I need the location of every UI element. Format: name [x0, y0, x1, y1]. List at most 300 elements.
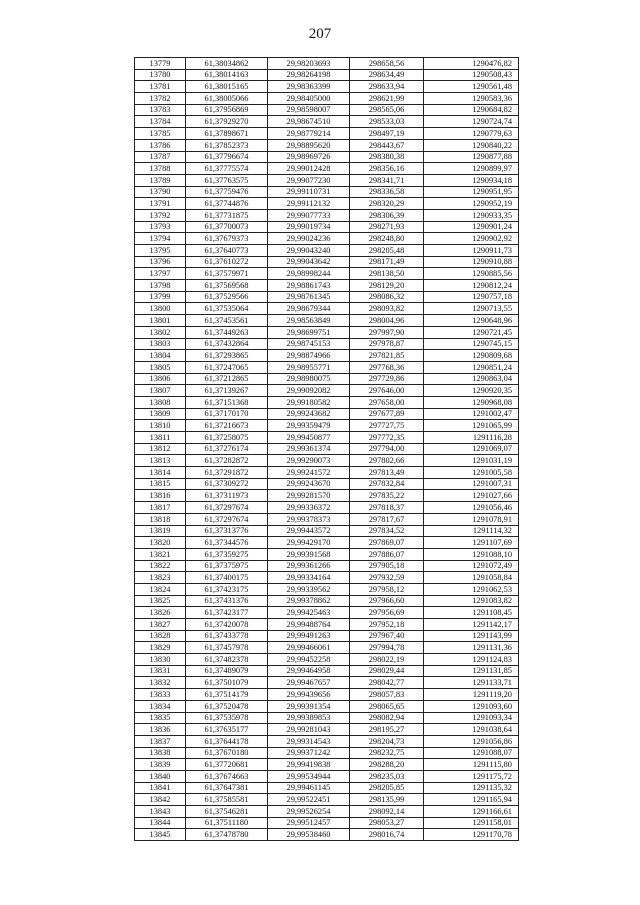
table-row — [135, 665, 519, 677]
table-row — [135, 69, 519, 81]
y-coordinate-cell: 1290583,36 — [424, 93, 519, 105]
longitude-cell: 29,99378862 — [268, 595, 350, 607]
x-coordinate-cell: 298092,14 — [350, 806, 424, 818]
table-row — [135, 806, 519, 818]
y-coordinate-cell: 1291083,82 — [424, 595, 519, 607]
point-number-cell: 13844 — [135, 817, 186, 829]
longitude-cell: 29,99180582 — [268, 396, 350, 408]
y-coordinate-cell: 1291093,34 — [424, 712, 519, 724]
y-coordinate-cell: 1291133,71 — [424, 677, 519, 689]
y-coordinate-cell: 1291031,19 — [424, 455, 519, 467]
point-number-cell: 13810 — [135, 420, 186, 432]
x-coordinate-cell: 298057,83 — [350, 689, 424, 701]
x-coordinate-cell: 297817,67 — [350, 513, 424, 525]
table-row — [135, 420, 519, 432]
point-number-cell: 13813 — [135, 455, 186, 467]
longitude-cell: 29,99538460 — [268, 829, 350, 841]
longitude-cell: 29,98779214 — [268, 128, 350, 140]
point-number-cell: 13808 — [135, 396, 186, 408]
table-row — [135, 233, 519, 245]
longitude-cell: 29,98563849 — [268, 315, 350, 327]
x-coordinate-cell: 298306,39 — [350, 209, 424, 221]
point-number-cell: 13832 — [135, 677, 186, 689]
latitude-cell: 61,37344576 — [186, 537, 268, 549]
x-coordinate-cell: 297932,59 — [350, 572, 424, 584]
x-coordinate-cell: 298042,77 — [350, 677, 424, 689]
table-row — [135, 700, 519, 712]
longitude-cell: 29,99012428 — [268, 163, 350, 175]
x-coordinate-cell: 298205,85 — [350, 782, 424, 794]
y-coordinate-cell: 1291005,58 — [424, 467, 519, 479]
y-coordinate-cell: 1291065,99 — [424, 420, 519, 432]
y-coordinate-cell: 1291072,49 — [424, 560, 519, 572]
longitude-cell: 29,99043240 — [268, 245, 350, 257]
y-coordinate-cell: 1290713,55 — [424, 303, 519, 315]
longitude-cell: 29,99092082 — [268, 385, 350, 397]
table-row — [135, 712, 519, 724]
longitude-cell: 29,99534944 — [268, 770, 350, 782]
latitude-cell: 61,37432864 — [186, 338, 268, 350]
point-number-cell: 13781 — [135, 81, 186, 93]
y-coordinate-cell: 1290809,68 — [424, 350, 519, 362]
latitude-cell: 61,37610272 — [186, 256, 268, 268]
x-coordinate-cell: 298497,19 — [350, 128, 424, 140]
table-row — [135, 408, 519, 420]
latitude-cell: 61,37449263 — [186, 326, 268, 338]
point-number-cell: 13820 — [135, 537, 186, 549]
y-coordinate-cell: 1291135,32 — [424, 782, 519, 794]
x-coordinate-cell: 298022,19 — [350, 654, 424, 666]
point-number-cell: 13793 — [135, 221, 186, 233]
y-coordinate-cell: 1290901,24 — [424, 221, 519, 233]
table-row — [135, 619, 519, 631]
point-number-cell: 13786 — [135, 139, 186, 151]
x-coordinate-cell: 297997,90 — [350, 326, 424, 338]
y-coordinate-cell: 1290779,63 — [424, 128, 519, 140]
latitude-cell: 61,37170170 — [186, 408, 268, 420]
latitude-cell: 61,37423177 — [186, 607, 268, 619]
longitude-cell: 29,99336372 — [268, 502, 350, 514]
y-coordinate-cell: 1291107,69 — [424, 537, 519, 549]
point-number-cell: 13780 — [135, 69, 186, 81]
x-coordinate-cell: 298336,58 — [350, 186, 424, 198]
table-row — [135, 280, 519, 292]
x-coordinate-cell: 298341,71 — [350, 174, 424, 186]
table-row — [135, 221, 519, 233]
x-coordinate-cell: 297952,18 — [350, 619, 424, 631]
table-row — [135, 373, 519, 385]
latitude-cell: 61,37674663 — [186, 770, 268, 782]
point-number-cell: 13807 — [135, 385, 186, 397]
y-coordinate-cell: 1291124,83 — [424, 654, 519, 666]
x-coordinate-cell: 298235,03 — [350, 770, 424, 782]
x-coordinate-cell: 297729,86 — [350, 373, 424, 385]
x-coordinate-cell: 298621,99 — [350, 93, 424, 105]
y-coordinate-cell: 1291142,17 — [424, 619, 519, 631]
point-number-cell: 13787 — [135, 151, 186, 163]
x-coordinate-cell: 298634,49 — [350, 69, 424, 81]
latitude-cell: 61,37700073 — [186, 221, 268, 233]
latitude-cell: 61,37511180 — [186, 817, 268, 829]
point-number-cell: 13817 — [135, 502, 186, 514]
table-row — [135, 595, 519, 607]
longitude-cell: 29,99110731 — [268, 186, 350, 198]
point-number-cell: 13801 — [135, 315, 186, 327]
point-number-cell: 13837 — [135, 735, 186, 747]
latitude-cell: 61,37775574 — [186, 163, 268, 175]
point-number-cell: 13845 — [135, 829, 186, 841]
table-row — [135, 174, 519, 186]
y-coordinate-cell: 1291002,47 — [424, 408, 519, 420]
latitude-cell: 61,37311973 — [186, 490, 268, 502]
point-number-cell: 13842 — [135, 794, 186, 806]
y-coordinate-cell: 1291119,20 — [424, 689, 519, 701]
y-coordinate-cell: 1290885,56 — [424, 268, 519, 280]
y-coordinate-cell: 1291069,07 — [424, 443, 519, 455]
point-number-cell: 13829 — [135, 642, 186, 654]
latitude-cell: 61,37293865 — [186, 350, 268, 362]
point-number-cell: 13788 — [135, 163, 186, 175]
table-row — [135, 572, 519, 584]
x-coordinate-cell: 297956,69 — [350, 607, 424, 619]
table-row — [135, 642, 519, 654]
table-row — [135, 81, 519, 93]
x-coordinate-cell: 298053,27 — [350, 817, 424, 829]
y-coordinate-cell: 1291078,91 — [424, 513, 519, 525]
y-coordinate-cell: 1291170,78 — [424, 829, 519, 841]
latitude-cell: 61,37482378 — [186, 654, 268, 666]
table-row — [135, 443, 519, 455]
x-coordinate-cell: 298065,65 — [350, 700, 424, 712]
point-number-cell: 13783 — [135, 104, 186, 116]
y-coordinate-cell: 1290561,48 — [424, 81, 519, 93]
longitude-cell: 29,98598007 — [268, 104, 350, 116]
latitude-cell: 61,37763575 — [186, 174, 268, 186]
latitude-cell: 61,38015165 — [186, 81, 268, 93]
x-coordinate-cell: 297905,18 — [350, 560, 424, 572]
x-coordinate-cell: 298380,38 — [350, 151, 424, 163]
table-row — [135, 291, 519, 303]
latitude-cell: 61,37297674 — [186, 502, 268, 514]
latitude-cell: 61,37457978 — [186, 642, 268, 654]
point-number-cell: 13831 — [135, 665, 186, 677]
table-row — [135, 689, 519, 701]
y-coordinate-cell: 1291056,46 — [424, 502, 519, 514]
longitude-cell: 29,99077733 — [268, 209, 350, 221]
longitude-cell: 29,99526254 — [268, 806, 350, 818]
table-row — [135, 747, 519, 759]
latitude-cell: 61,37929270 — [186, 116, 268, 128]
table-row — [135, 583, 519, 595]
table-row — [135, 256, 519, 268]
y-coordinate-cell: 1291093,60 — [424, 700, 519, 712]
x-coordinate-cell: 298204,73 — [350, 735, 424, 747]
x-coordinate-cell: 298271,93 — [350, 221, 424, 233]
y-coordinate-cell: 1290899,97 — [424, 163, 519, 175]
point-number-cell: 13785 — [135, 128, 186, 140]
point-number-cell: 13834 — [135, 700, 186, 712]
y-coordinate-cell: 1290951,95 — [424, 186, 519, 198]
point-number-cell: 13795 — [135, 245, 186, 257]
latitude-cell: 61,37759476 — [186, 186, 268, 198]
longitude-cell: 29,99461145 — [268, 782, 350, 794]
latitude-cell: 61,37670180 — [186, 747, 268, 759]
table-row — [135, 724, 519, 736]
table-row — [135, 630, 519, 642]
longitude-cell: 29,99419838 — [268, 759, 350, 771]
point-number-cell: 13823 — [135, 572, 186, 584]
coordinates-table-body — [135, 58, 519, 841]
y-coordinate-cell: 1291114,32 — [424, 525, 519, 537]
table-row — [135, 268, 519, 280]
x-coordinate-cell: 297768,36 — [350, 361, 424, 373]
longitude-cell: 29,98674510 — [268, 116, 350, 128]
longitude-cell: 29,99334164 — [268, 572, 350, 584]
y-coordinate-cell: 1290851,24 — [424, 361, 519, 373]
longitude-cell: 29,99450877 — [268, 432, 350, 444]
longitude-cell: 29,99241572 — [268, 467, 350, 479]
longitude-cell: 29,98874966 — [268, 350, 350, 362]
latitude-cell: 61,37744876 — [186, 198, 268, 210]
table-row — [135, 478, 519, 490]
longitude-cell: 29,99522451 — [268, 794, 350, 806]
point-number-cell: 13828 — [135, 630, 186, 642]
latitude-cell: 61,37423175 — [186, 583, 268, 595]
longitude-cell: 29,99361266 — [268, 560, 350, 572]
y-coordinate-cell: 1291038,64 — [424, 724, 519, 736]
point-number-cell: 13835 — [135, 712, 186, 724]
latitude-cell: 61,37258075 — [186, 432, 268, 444]
latitude-cell: 61,37431376 — [186, 595, 268, 607]
latitude-cell: 61,37535064 — [186, 303, 268, 315]
y-coordinate-cell: 1290863,04 — [424, 373, 519, 385]
longitude-cell: 29,99112132 — [268, 198, 350, 210]
x-coordinate-cell: 298205,48 — [350, 245, 424, 257]
table-row — [135, 677, 519, 689]
longitude-cell: 29,98203693 — [268, 58, 350, 70]
table-row — [135, 829, 519, 841]
latitude-cell: 61,38014163 — [186, 69, 268, 81]
longitude-cell: 29,99391354 — [268, 700, 350, 712]
longitude-cell: 29,98969726 — [268, 151, 350, 163]
point-number-cell: 13796 — [135, 256, 186, 268]
longitude-cell: 29,99439656 — [268, 689, 350, 701]
latitude-cell: 61,37569568 — [186, 280, 268, 292]
x-coordinate-cell: 297994,78 — [350, 642, 424, 654]
x-coordinate-cell: 297832,84 — [350, 478, 424, 490]
longitude-cell: 29,99314543 — [268, 735, 350, 747]
x-coordinate-cell: 297967,40 — [350, 630, 424, 642]
x-coordinate-cell: 298658,56 — [350, 58, 424, 70]
point-number-cell: 13814 — [135, 467, 186, 479]
x-coordinate-cell: 297727,75 — [350, 420, 424, 432]
table-row — [135, 116, 519, 128]
x-coordinate-cell: 298138,50 — [350, 268, 424, 280]
y-coordinate-cell: 1290745,15 — [424, 338, 519, 350]
x-coordinate-cell: 298004,96 — [350, 315, 424, 327]
y-coordinate-cell: 1290840,22 — [424, 139, 519, 151]
longitude-cell: 29,99043642 — [268, 256, 350, 268]
longitude-cell: 29,99488764 — [268, 619, 350, 631]
x-coordinate-cell: 298288,20 — [350, 759, 424, 771]
point-number-cell: 13779 — [135, 58, 186, 70]
latitude-cell: 61,37731875 — [186, 209, 268, 221]
y-coordinate-cell: 1291165,94 — [424, 794, 519, 806]
x-coordinate-cell: 298171,49 — [350, 256, 424, 268]
x-coordinate-cell: 297658,00 — [350, 396, 424, 408]
latitude-cell: 61,37400175 — [186, 572, 268, 584]
x-coordinate-cell: 298565,06 — [350, 104, 424, 116]
table-row — [135, 245, 519, 257]
x-coordinate-cell: 298135,99 — [350, 794, 424, 806]
longitude-cell: 29,98761345 — [268, 291, 350, 303]
longitude-cell: 29,99443572 — [268, 525, 350, 537]
x-coordinate-cell: 298232,75 — [350, 747, 424, 759]
latitude-cell: 61,37313776 — [186, 525, 268, 537]
longitude-cell: 29,99491263 — [268, 630, 350, 642]
x-coordinate-cell: 297886,07 — [350, 548, 424, 560]
y-coordinate-cell: 1290911,73 — [424, 245, 519, 257]
latitude-cell: 61,37420078 — [186, 619, 268, 631]
point-number-cell: 13843 — [135, 806, 186, 818]
table-row — [135, 560, 519, 572]
latitude-cell: 61,37640773 — [186, 245, 268, 257]
y-coordinate-cell: 1290933,35 — [424, 209, 519, 221]
x-coordinate-cell: 298633,94 — [350, 81, 424, 93]
point-number-cell: 13841 — [135, 782, 186, 794]
latitude-cell: 61,37796674 — [186, 151, 268, 163]
latitude-cell: 61,37212865 — [186, 373, 268, 385]
latitude-cell: 61,37282872 — [186, 455, 268, 467]
table-row — [135, 794, 519, 806]
x-coordinate-cell: 297966,60 — [350, 595, 424, 607]
y-coordinate-cell: 1290910,88 — [424, 256, 519, 268]
x-coordinate-cell: 297646,00 — [350, 385, 424, 397]
longitude-cell: 29,99391568 — [268, 548, 350, 560]
latitude-cell: 61,37852373 — [186, 139, 268, 151]
table-row — [135, 770, 519, 782]
latitude-cell: 61,37489079 — [186, 665, 268, 677]
latitude-cell: 61,37478780 — [186, 829, 268, 841]
latitude-cell: 61,37291872 — [186, 467, 268, 479]
table-row — [135, 525, 519, 537]
latitude-cell: 61,37579971 — [186, 268, 268, 280]
latitude-cell: 61,37216673 — [186, 420, 268, 432]
table-row — [135, 502, 519, 514]
y-coordinate-cell: 1290508,43 — [424, 69, 519, 81]
table-row — [135, 350, 519, 362]
latitude-cell: 61,37720681 — [186, 759, 268, 771]
table-row — [135, 759, 519, 771]
x-coordinate-cell: 297818,37 — [350, 502, 424, 514]
table-row — [135, 93, 519, 105]
x-coordinate-cell: 298082,94 — [350, 712, 424, 724]
longitude-cell: 29,99464958 — [268, 665, 350, 677]
longitude-cell: 29,98745153 — [268, 338, 350, 350]
table-row — [135, 163, 519, 175]
table-row — [135, 58, 519, 70]
latitude-cell: 61,37151368 — [186, 396, 268, 408]
point-number-cell: 13782 — [135, 93, 186, 105]
y-coordinate-cell: 1290721,45 — [424, 326, 519, 338]
longitude-cell: 29,98980075 — [268, 373, 350, 385]
x-coordinate-cell: 298029,44 — [350, 665, 424, 677]
longitude-cell: 29,98679344 — [268, 303, 350, 315]
x-coordinate-cell: 297794,00 — [350, 443, 424, 455]
longitude-cell: 29,98861743 — [268, 280, 350, 292]
longitude-cell: 29,98955771 — [268, 361, 350, 373]
table-row — [135, 303, 519, 315]
latitude-cell: 61,37375975 — [186, 560, 268, 572]
longitude-cell: 29,99452258 — [268, 654, 350, 666]
point-number-cell: 13798 — [135, 280, 186, 292]
y-coordinate-cell: 1291158,01 — [424, 817, 519, 829]
latitude-cell: 61,38034862 — [186, 58, 268, 70]
y-coordinate-cell: 1290476,82 — [424, 58, 519, 70]
longitude-cell: 29,99077230 — [268, 174, 350, 186]
latitude-cell: 61,37276174 — [186, 443, 268, 455]
y-coordinate-cell: 1291108,45 — [424, 607, 519, 619]
x-coordinate-cell: 298195,27 — [350, 724, 424, 736]
y-coordinate-cell: 1291088,10 — [424, 548, 519, 560]
y-coordinate-cell: 1291116,28 — [424, 432, 519, 444]
longitude-cell: 29,99339562 — [268, 583, 350, 595]
latitude-cell: 61,37546281 — [186, 806, 268, 818]
longitude-cell: 29,99019734 — [268, 221, 350, 233]
x-coordinate-cell: 297772,35 — [350, 432, 424, 444]
point-number-cell: 13806 — [135, 373, 186, 385]
latitude-cell: 61,37585581 — [186, 794, 268, 806]
latitude-cell: 61,37898671 — [186, 128, 268, 140]
point-number-cell: 13784 — [135, 116, 186, 128]
point-number-cell: 13830 — [135, 654, 186, 666]
x-coordinate-cell: 297978,87 — [350, 338, 424, 350]
x-coordinate-cell: 297835,22 — [350, 490, 424, 502]
longitude-cell: 29,99512457 — [268, 817, 350, 829]
latitude-cell: 61,37359275 — [186, 548, 268, 560]
y-coordinate-cell: 1291062,53 — [424, 583, 519, 595]
latitude-cell: 61,37529566 — [186, 291, 268, 303]
longitude-cell: 29,99467657 — [268, 677, 350, 689]
longitude-cell: 29,98699751 — [268, 326, 350, 338]
table-row — [135, 338, 519, 350]
point-number-cell: 13811 — [135, 432, 186, 444]
table-row — [135, 361, 519, 373]
point-number-cell: 13800 — [135, 303, 186, 315]
table-row — [135, 782, 519, 794]
point-number-cell: 13794 — [135, 233, 186, 245]
point-number-cell: 13840 — [135, 770, 186, 782]
page-number: 207 — [308, 26, 332, 42]
table-row — [135, 654, 519, 666]
y-coordinate-cell: 1291143,99 — [424, 630, 519, 642]
point-number-cell: 13824 — [135, 583, 186, 595]
x-coordinate-cell: 298093,82 — [350, 303, 424, 315]
y-coordinate-cell: 1290934,18 — [424, 174, 519, 186]
table-row — [135, 537, 519, 549]
latitude-cell: 61,37644178 — [186, 735, 268, 747]
longitude-cell: 29,99371242 — [268, 747, 350, 759]
latitude-cell: 61,37514179 — [186, 689, 268, 701]
table-row — [135, 128, 519, 140]
y-coordinate-cell: 1290877,88 — [424, 151, 519, 163]
longitude-cell: 29,99425463 — [268, 607, 350, 619]
longitude-cell: 29,99243670 — [268, 478, 350, 490]
y-coordinate-cell: 1290968,08 — [424, 396, 519, 408]
y-coordinate-cell: 1290812,24 — [424, 280, 519, 292]
latitude-cell: 61,37956869 — [186, 104, 268, 116]
table-row — [135, 607, 519, 619]
